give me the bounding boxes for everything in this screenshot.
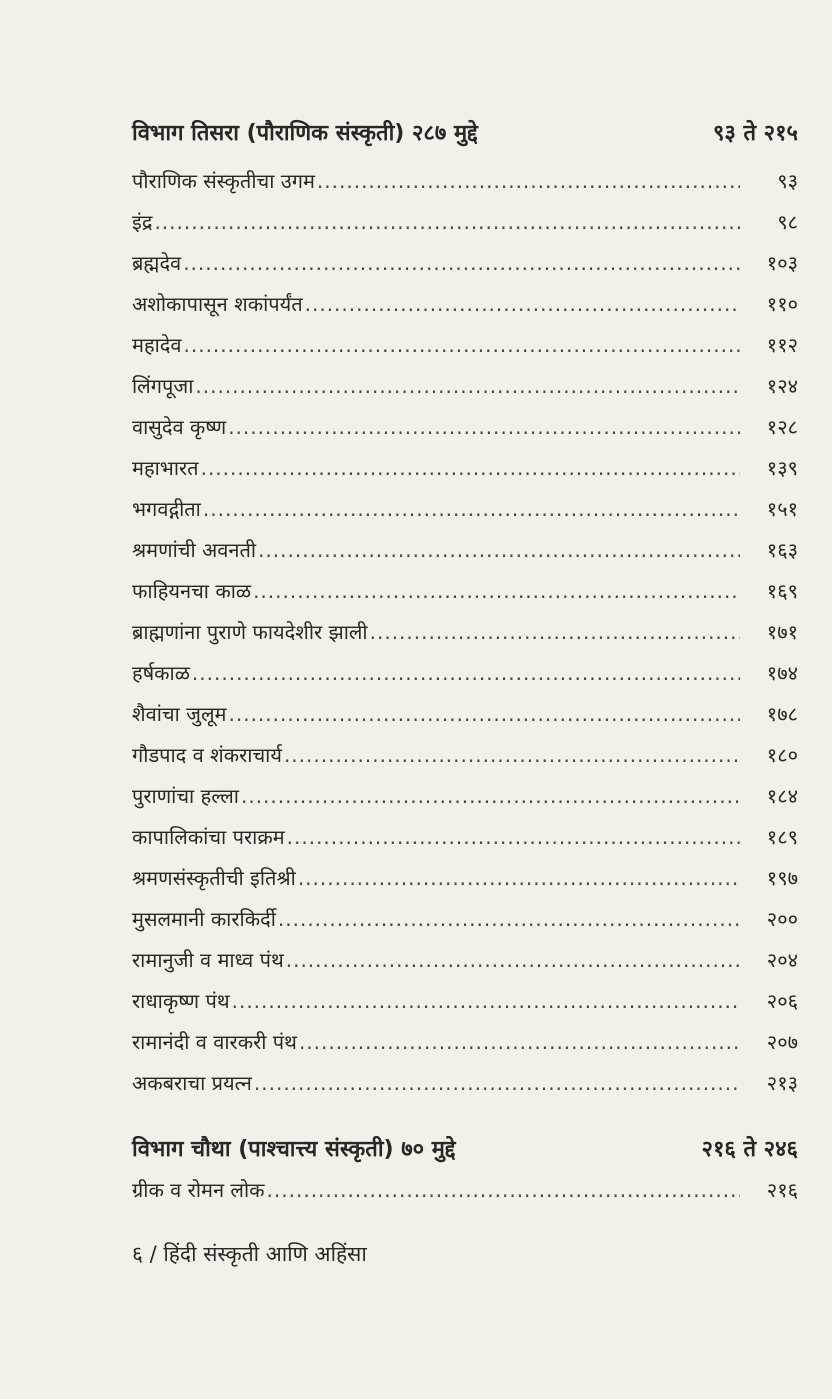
dot-leader bbox=[201, 448, 740, 489]
toc-entry-title: श्रमणांची अवनती bbox=[132, 538, 257, 562]
dot-leader bbox=[305, 284, 740, 325]
section-3-heading bbox=[132, 115, 798, 153]
section-4-heading bbox=[132, 1131, 798, 1169]
toc-entry-page: १७८ bbox=[766, 702, 798, 726]
toc-entry-page: १२४ bbox=[766, 374, 798, 398]
dot-leader bbox=[241, 776, 740, 817]
toc-entry bbox=[132, 448, 798, 489]
toc-entry bbox=[132, 407, 798, 448]
dot-leader bbox=[229, 694, 741, 735]
toc-entry bbox=[132, 202, 798, 243]
toc-entry bbox=[132, 981, 798, 1022]
toc-entry-title: मुसलमानी कारकिर्दी bbox=[132, 907, 276, 931]
toc-entry-title: अकबराचा प्रयत्न bbox=[132, 1071, 252, 1095]
toc-entry-page: २१६ bbox=[766, 1178, 798, 1202]
toc-entry-page: ११२ bbox=[766, 333, 798, 357]
toc-entry-page: १६३ bbox=[766, 538, 798, 562]
toc-entry-title: पुराणांचा हल्ला bbox=[132, 784, 239, 808]
section-4-entries bbox=[132, 1170, 798, 1211]
section-3-title: विभाग तिसरा (पौराणिक संस्कृती) २८७ मुद्दे bbox=[132, 121, 478, 146]
toc-entry bbox=[132, 612, 798, 653]
dot-leader bbox=[192, 653, 740, 694]
section-3-entries bbox=[132, 161, 798, 1104]
toc-entry-title: शैवांचा जुलूम bbox=[132, 702, 227, 726]
toc-entry bbox=[132, 817, 798, 858]
toc-entry bbox=[132, 735, 798, 776]
toc-entry-title: ब्राह्मणांना पुराणे फायदेशीर झाली bbox=[132, 620, 368, 644]
toc-entry bbox=[132, 899, 798, 940]
dot-leader bbox=[287, 817, 740, 858]
dot-leader bbox=[286, 940, 740, 981]
dot-leader bbox=[254, 1063, 740, 1104]
toc-entry-title: रामानुजी व माध्व पंथ bbox=[132, 948, 284, 972]
dot-leader bbox=[299, 1022, 740, 1063]
toc-entry-title: लिंगपूजा bbox=[132, 374, 194, 398]
toc-entry bbox=[132, 243, 798, 284]
toc-entry-page: १८९ bbox=[766, 825, 798, 849]
toc-entry-title: श्रमणसंस्कृतीची इतिश्री bbox=[132, 866, 296, 890]
toc-entry-title: पौराणिक संस्कृतीचा उगम bbox=[132, 169, 315, 193]
toc-entry-title: महाभारत bbox=[132, 456, 199, 480]
dot-leader bbox=[184, 325, 741, 366]
toc-entry-title: इंद्र bbox=[132, 210, 153, 234]
toc-entry bbox=[132, 1063, 798, 1104]
toc-entry-page: १९७ bbox=[766, 866, 798, 890]
dot-leader bbox=[258, 530, 740, 571]
dot-leader bbox=[253, 571, 740, 612]
toc-entry bbox=[132, 1170, 798, 1211]
toc-entry-page: १८४ bbox=[766, 784, 798, 808]
toc-entry bbox=[132, 366, 798, 407]
toc-entry bbox=[132, 161, 798, 202]
toc-entry bbox=[132, 489, 798, 530]
toc-entry-title: अशोकापासून शकांपर्यंत bbox=[132, 292, 303, 316]
dot-leader bbox=[154, 202, 740, 243]
toc-entry bbox=[132, 776, 798, 817]
toc-entry-title: भगवद्गीता bbox=[132, 497, 201, 521]
toc-entry bbox=[132, 325, 798, 366]
toc-entry bbox=[132, 1022, 798, 1063]
toc-entry-page: १६९ bbox=[766, 579, 798, 603]
dot-leader bbox=[232, 981, 740, 1022]
toc-entry-page: २०६ bbox=[766, 989, 798, 1013]
toc-entry-page: २०० bbox=[766, 907, 798, 931]
toc-entry bbox=[132, 940, 798, 981]
toc-entry-title: राधाकृष्ण पंथ bbox=[132, 989, 230, 1013]
toc-entry-page: २१३ bbox=[766, 1071, 798, 1095]
toc-entry bbox=[132, 571, 798, 612]
toc-entry-page: ११० bbox=[766, 292, 798, 316]
toc-entry-page: १२८ bbox=[766, 415, 798, 439]
toc-entry-title: गौडपाद व शंकराचार्य bbox=[132, 743, 282, 767]
dot-leader bbox=[370, 612, 740, 653]
toc-entry-page: ९३ bbox=[777, 169, 798, 193]
toc-entry-page: १७१ bbox=[766, 620, 798, 644]
toc-entry-page: १०३ bbox=[766, 251, 798, 275]
toc-entry-title: महादेव bbox=[132, 333, 182, 357]
toc-entry-page: १५१ bbox=[766, 497, 798, 521]
dot-leader bbox=[195, 366, 740, 407]
toc-entry bbox=[132, 530, 798, 571]
toc-entry-title: हर्षकाळ bbox=[132, 661, 190, 685]
dot-leader bbox=[298, 858, 740, 899]
page-footer: ६ / हिंदी संस्कृती आणि अहिंसा bbox=[132, 1242, 367, 1266]
dot-leader bbox=[284, 735, 740, 776]
toc-entry bbox=[132, 653, 798, 694]
toc-entry-page: १७४ bbox=[766, 661, 798, 685]
toc-entry-page: २०७ bbox=[766, 1030, 798, 1054]
toc-entry-page: १३९ bbox=[766, 456, 798, 480]
toc-entry-page: ९८ bbox=[777, 210, 798, 234]
toc-entry-page: २०४ bbox=[766, 948, 798, 972]
toc-entry bbox=[132, 284, 798, 325]
dot-leader bbox=[317, 161, 740, 202]
dot-leader bbox=[183, 243, 740, 284]
toc-entry-title: रामानंदी व वारकरी पंथ bbox=[132, 1030, 297, 1054]
toc-entry-page: १८० bbox=[766, 743, 798, 767]
toc-entry-title: ग्रीक व रोमन लोक bbox=[132, 1178, 265, 1202]
toc-entry-title: ब्रह्मदेव bbox=[132, 251, 182, 275]
toc-entry-title: फाहियनचा काळ bbox=[132, 579, 252, 603]
dot-leader bbox=[203, 489, 740, 530]
dot-leader bbox=[228, 407, 740, 448]
toc-entry-title: वासुदेव कृष्ण bbox=[132, 415, 227, 439]
toc-entry bbox=[132, 694, 798, 735]
section-3-page-range: ९३ ते २१५ bbox=[712, 121, 798, 146]
dot-leader bbox=[267, 1170, 740, 1211]
section-4-page-range: २१६ ते २४६ bbox=[701, 1137, 798, 1162]
toc-entry bbox=[132, 858, 798, 899]
section-4-title: विभाग चौथा (पाश्चात्त्य संस्कृती) ७० मुद्दे bbox=[132, 1137, 456, 1162]
toc-entry-title: कापालिकांचा पराक्रम bbox=[132, 825, 285, 849]
dot-leader bbox=[278, 899, 740, 940]
